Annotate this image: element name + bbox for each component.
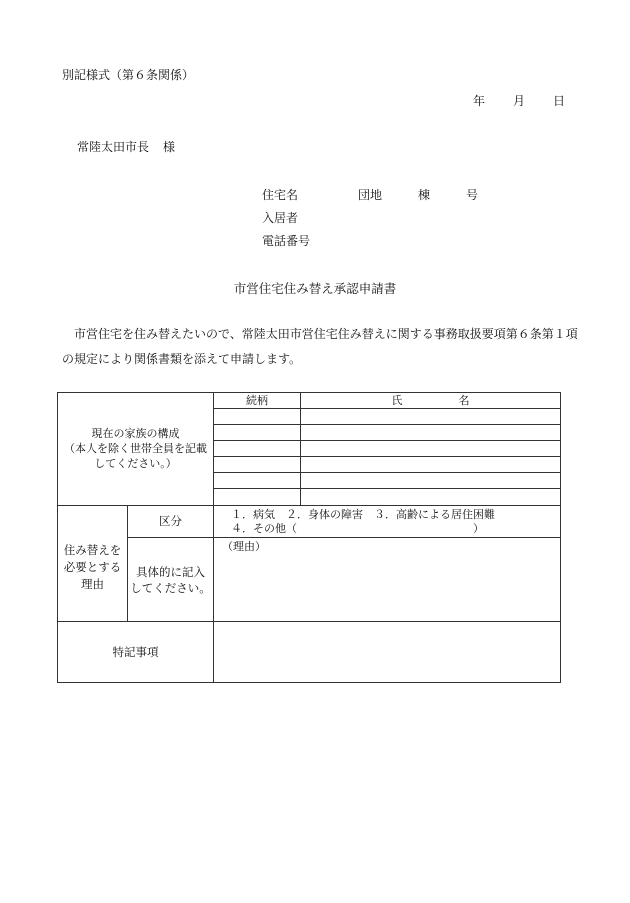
resident-label: 入居者 — [262, 211, 299, 225]
date-year: 年 — [473, 94, 486, 108]
col-name: 氏 名 — [391, 394, 470, 407]
category-label: 区分 — [159, 514, 182, 528]
category-options: １．病気 ２．身体の障害 ３．高齢による居住困難 ４．その他（ ） — [231, 508, 495, 535]
date-line — [473, 92, 565, 109]
document-title: 市営住宅住み替え承認申請書 — [233, 281, 397, 296]
housing-row — [262, 186, 478, 203]
form-label: 別記様式（第６条関係） — [62, 68, 195, 82]
detail-label: 具体的に記入 してください。 — [130, 565, 211, 595]
date-day: 日 — [553, 94, 566, 108]
danchi-label: 団地 — [358, 188, 383, 202]
addressee — [77, 138, 175, 155]
phone-label: 電話番号 — [262, 234, 311, 248]
reason-header: 住み替えを 必要とする 理由 — [63, 543, 122, 591]
tou-label: 棟 — [418, 188, 431, 202]
housing-label: 住宅名 — [262, 188, 299, 202]
detail-reason-label: （理由） — [222, 540, 266, 553]
date-month: 月 — [513, 94, 526, 108]
resident-row — [262, 209, 298, 226]
col-relation: 続柄 — [246, 394, 268, 407]
gou-label: 号 — [466, 188, 479, 202]
addressee-name: 常陸太田市長 — [77, 140, 150, 154]
phone-row — [262, 232, 310, 249]
addressee-honorific: 様 — [163, 140, 176, 154]
family-header: 現在の家族の構成 （本人を除く世帯全員を記載 してください。） — [64, 427, 207, 470]
remarks-label: 特記事項 — [112, 645, 159, 659]
body-text: 市営住宅を住み替えたいので、常陸太田市営住宅住み替えに関する事務取扱要項第６条第１項の規定により関係書類を添えて申請します。 — [62, 327, 578, 366]
